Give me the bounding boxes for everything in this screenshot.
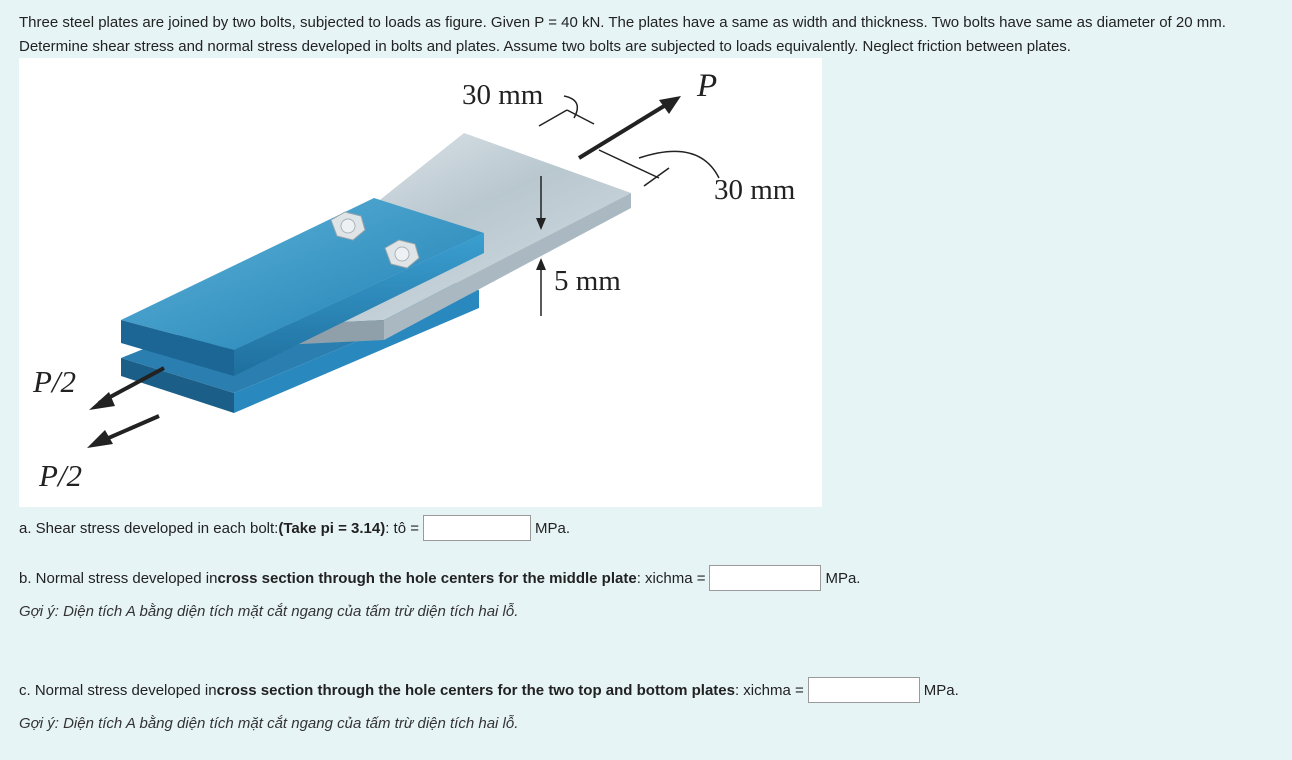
part-b-row [19, 565, 860, 591]
load-arrow-P2-lower [87, 416, 159, 448]
dimension-30mm-top [539, 96, 594, 126]
dimension-30mm-right [599, 150, 719, 186]
part-c-hint: Gợi ý: Diện tích A bằng diện tích mặt cắt ngang của tấm trừ diện tích hai lỗ. [19, 715, 519, 732]
part-b-bold: cross section through the hole centers for the middle plate [217, 569, 637, 587]
label-30mm-top: 30 mm [462, 79, 544, 111]
answer-input-shear-stress[interactable] [423, 515, 531, 541]
part-c-row [19, 677, 959, 703]
part-b-prefix: b. Normal stress developed in [19, 569, 218, 587]
part-b-suffix: : xichma = [636, 569, 706, 587]
part-c-suffix: : xichma = [734, 681, 804, 699]
part-c-unit: MPa. [923, 681, 959, 699]
answer-input-normal-stress-middle[interactable] [709, 565, 821, 591]
part-b-hint: Gợi ý: Diện tích A bằng diện tích mặt cắt ngang của tấm trừ diện tích hai lỗ. [19, 603, 519, 620]
load-arrow-P [579, 96, 681, 158]
label-5mm: 5 mm [554, 265, 621, 297]
part-a-prefix: a. Shear stress developed in each bolt: [19, 519, 279, 537]
label-30mm-right: 30 mm [714, 174, 796, 206]
label-P: P [697, 68, 718, 104]
part-c-bold: cross section through the hole centers for the two top and bottom plates [216, 681, 735, 699]
part-b-unit: MPa. [825, 569, 861, 587]
problem-figure [19, 58, 822, 507]
label-P2-upper: P/2 [33, 364, 77, 399]
part-a-bold: (Take pi = 3.14) [278, 519, 386, 537]
label-P2-lower: P/2 [39, 458, 83, 493]
part-a-suffix: : tô = [385, 519, 419, 537]
part-a-row [19, 515, 570, 541]
question-text: Three steel plates are joined by two bolts, subjected to loads as figure. Given P = 40 kN. The plates have a same as width and thickness. Two bolts have same as diameter of 20 mm. Determine shear stress and normal stress developed in bolts and plates. Assume two bolts are subjected to loads equivalently. Neglect friction between plates. [19, 14, 1226, 55]
part-c-prefix: c. Normal stress developed in [19, 681, 217, 699]
answer-input-normal-stress-outer[interactable] [808, 677, 920, 703]
part-a-unit: MPa. [534, 519, 570, 537]
